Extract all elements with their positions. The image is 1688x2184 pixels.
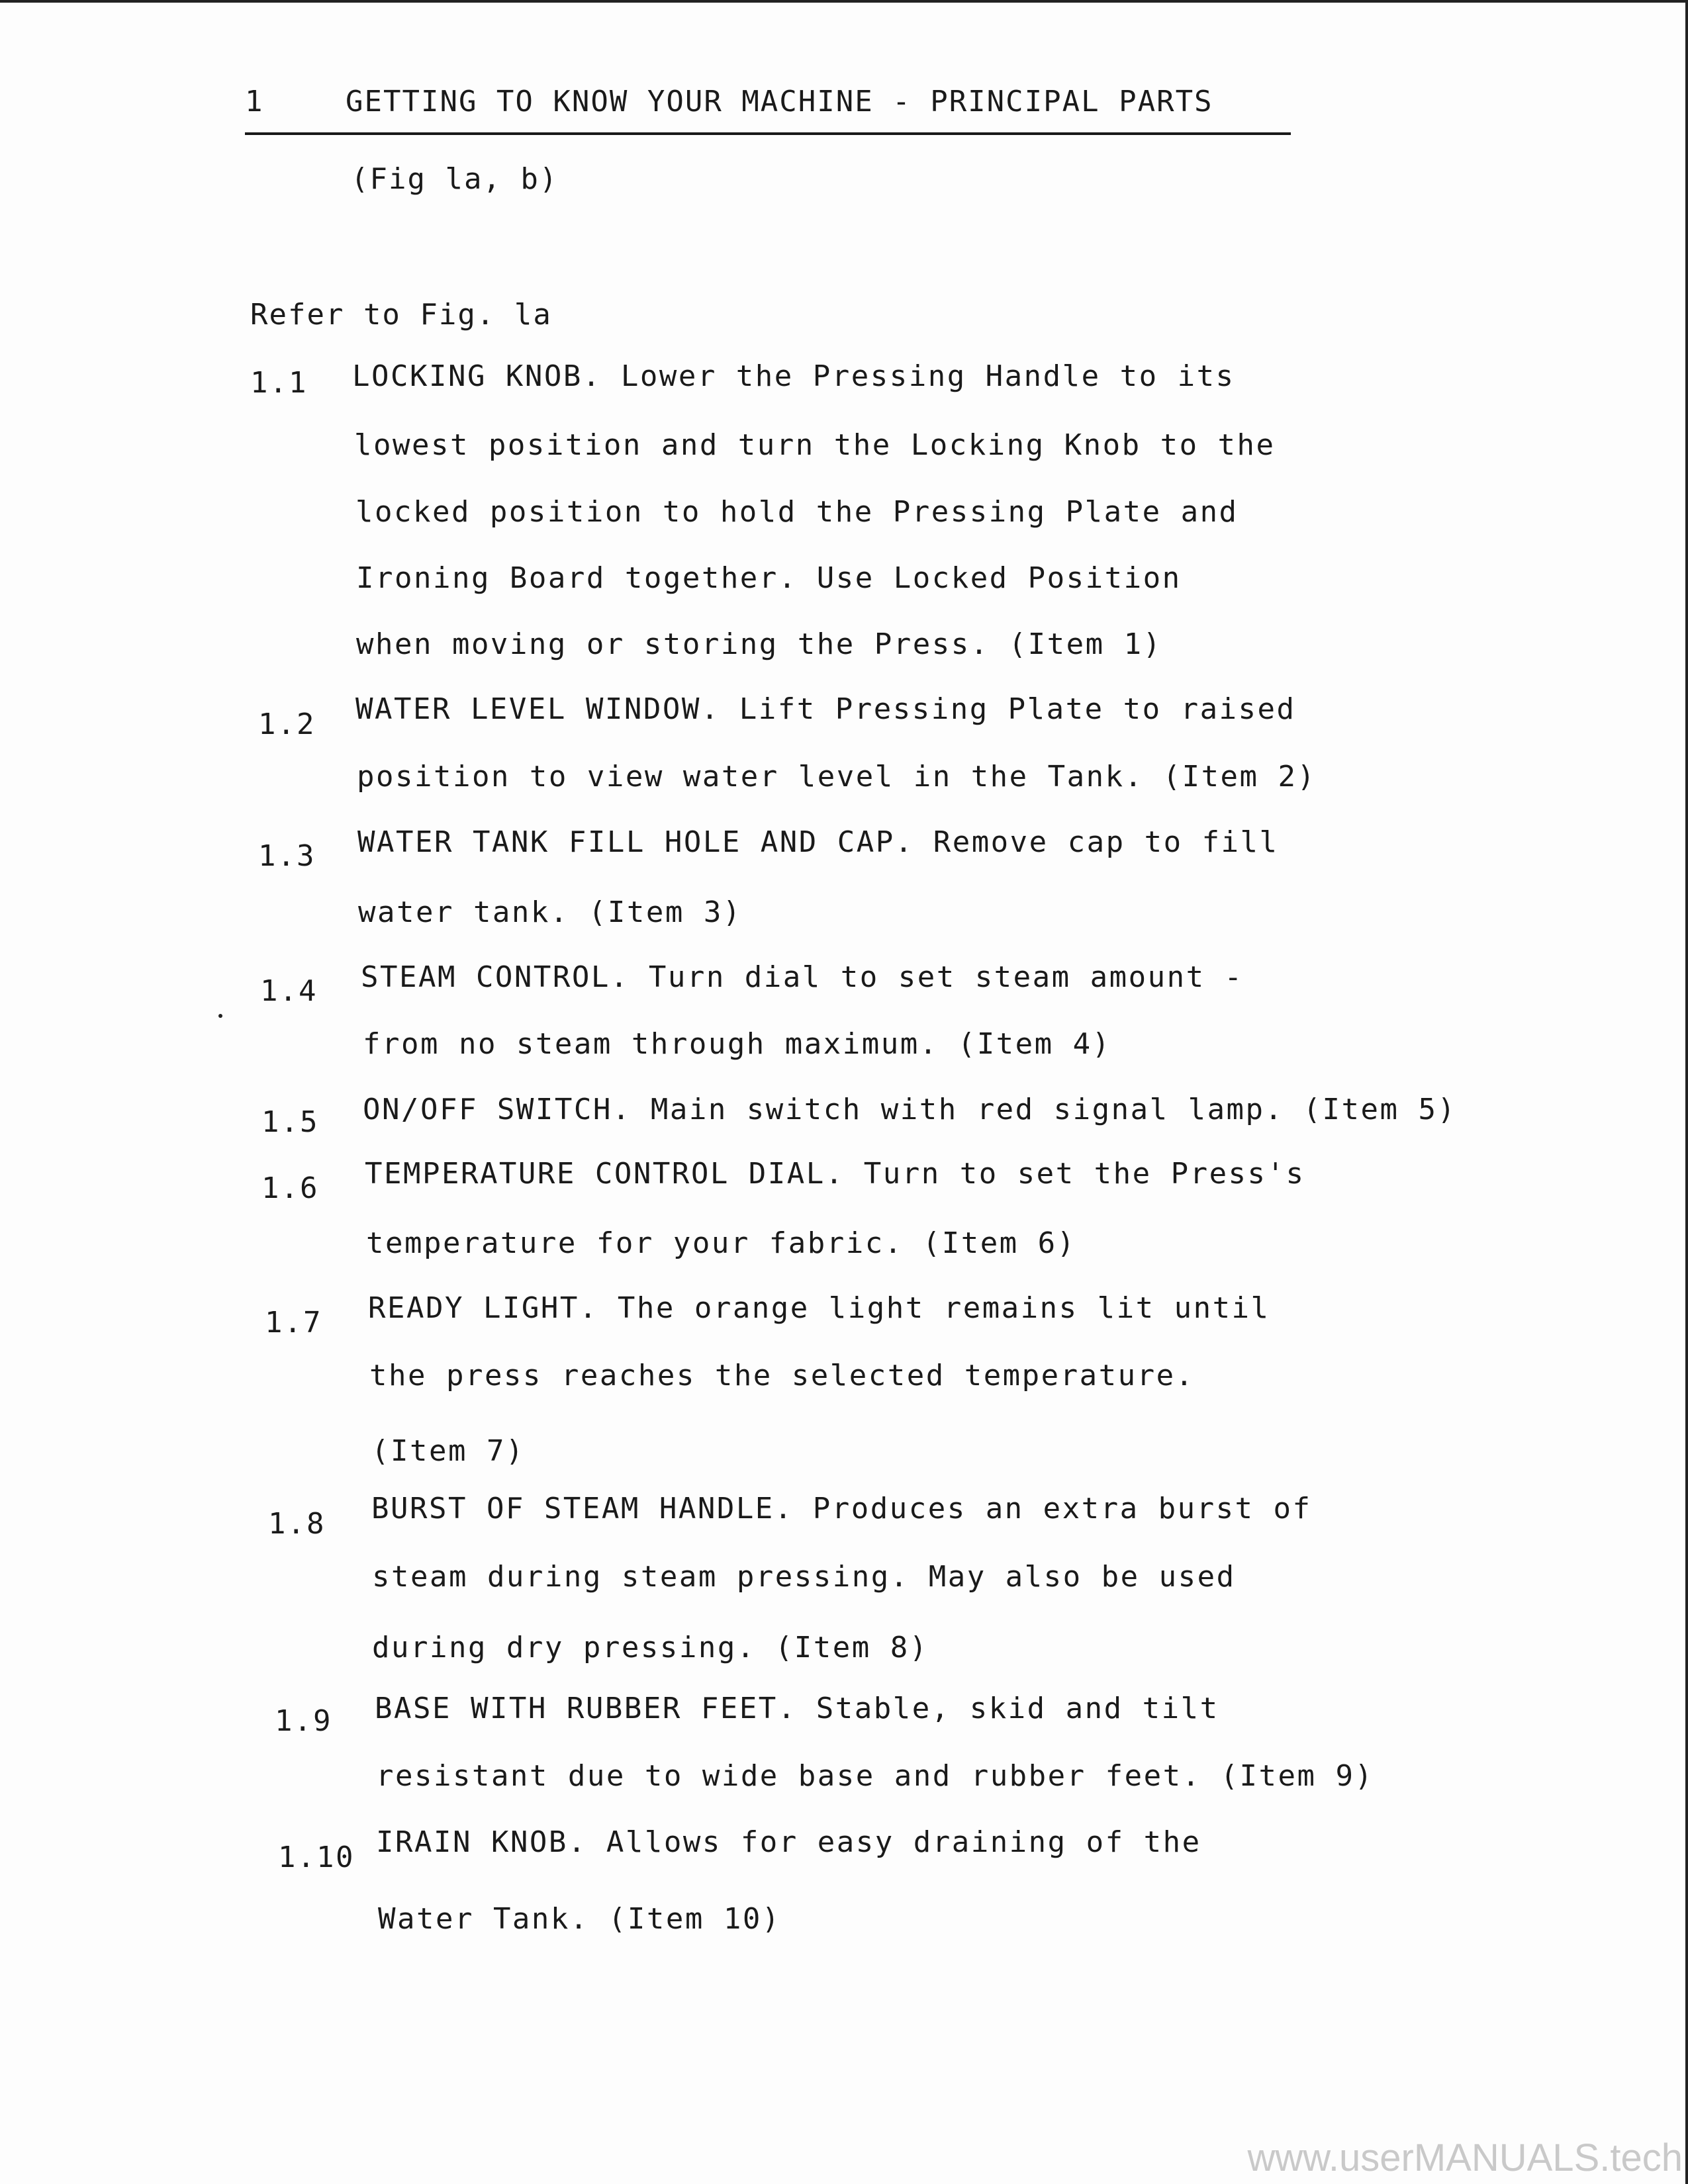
item-line: the press reaches the selected temperature.	[369, 1359, 1195, 1392]
item-number: 1.5	[261, 1105, 319, 1139]
item-number: 1.1	[250, 366, 308, 400]
item-number: 1.9	[275, 1704, 332, 1738]
item-line: IRAIN KNOB. Allows for easy draining of the	[376, 1825, 1201, 1859]
item-line: ON/OFF SWITCH. Main switch with red signal lamp. (Item 5)	[363, 1093, 1457, 1126]
item-line: temperature for your fabric. (Item 6)	[366, 1226, 1076, 1260]
item-number: 1.8	[268, 1507, 326, 1541]
stray-mark	[218, 1014, 222, 1018]
item-number: 1.7	[265, 1306, 322, 1340]
refer-to-figure: Refer to Fig. la	[250, 298, 552, 332]
section-title: GETTING TO KNOW YOUR MACHINE - PRINCIPAL PARTS	[346, 85, 1213, 118]
item-line: during dry pressing. (Item 8)	[372, 1631, 929, 1664]
item-line: Water Tank. (Item 10)	[378, 1902, 781, 1936]
section-heading	[245, 85, 1291, 135]
section-number: 1	[245, 85, 264, 118]
item-line: lowest position and turn the Locking Knob to the	[354, 428, 1276, 462]
item-line: position to view water level in the Tank. (Item 2)	[357, 760, 1317, 794]
item-line: when moving or storing the Press. (Item 1)	[356, 627, 1162, 661]
item-line: WATER LEVEL WINDOW. Lift Pressing Plate to raised	[355, 692, 1296, 726]
item-line: water tank. (Item 3)	[358, 895, 742, 929]
item-number: 1.2	[258, 707, 316, 741]
item-line: BURST OF STEAM HANDLE. Produces an extra burst of	[371, 1492, 1312, 1525]
item-line: locked position to hold the Pressing Plate and	[355, 495, 1239, 529]
page-right-edge	[1685, 0, 1688, 2184]
item-line: WATER TANK FILL HOLE AND CAP. Remove cap to fill	[357, 825, 1279, 859]
item-line: READY LIGHT. The orange light remains lit until	[368, 1291, 1270, 1325]
item-number: 1.4	[260, 974, 318, 1008]
item-line: resistant due to wide base and rubber feet. (Item 9)	[376, 1759, 1374, 1793]
item-number: 1.10	[278, 1841, 355, 1874]
item-line: steam during steam pressing. May also be used	[372, 1560, 1236, 1594]
item-number: 1.6	[261, 1171, 319, 1205]
item-line: LOCKING KNOB. Lower the Pressing Handle to its	[352, 359, 1235, 393]
item-line: Ironing Board together. Use Locked Position	[356, 561, 1182, 595]
item-number: 1.3	[258, 839, 316, 873]
figure-reference: (Fig la, b)	[351, 162, 559, 196]
item-line: from no steam through maximum. (Item 4)	[363, 1027, 1111, 1061]
page-top-edge	[0, 0, 1688, 3]
item-line: TEMPERATURE CONTROL DIAL. Turn to set the Press's	[365, 1157, 1305, 1191]
watermark: www.userMANUALS.tech	[1247, 2136, 1683, 2179]
item-line: STEAM CONTROL. Turn dial to set steam amount -	[361, 960, 1244, 994]
item-line: BASE WITH RUBBER FEET. Stable, skid and tilt	[375, 1692, 1219, 1725]
item-line: (Item 7)	[371, 1434, 525, 1468]
